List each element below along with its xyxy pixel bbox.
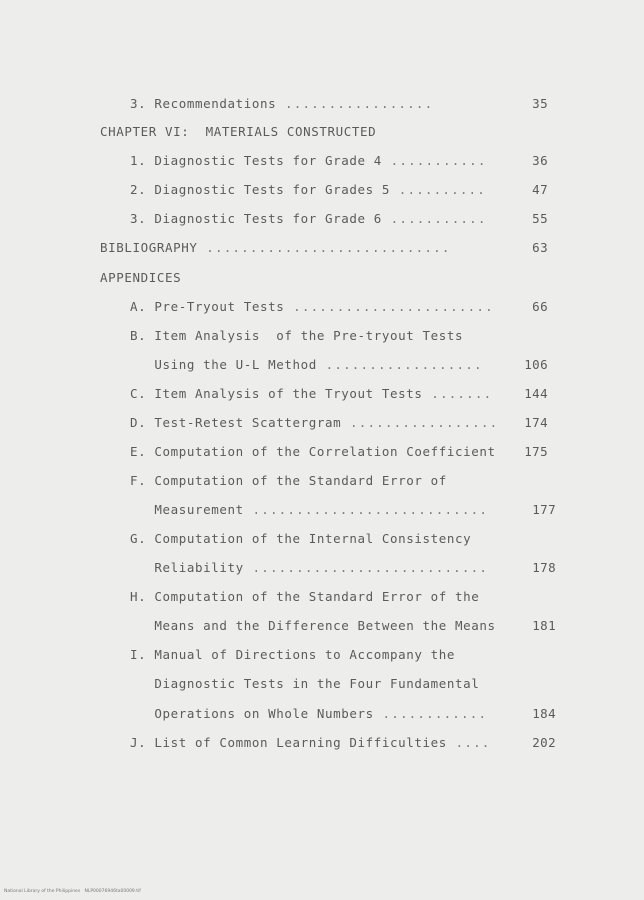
- entry-text: BIBLIOGRAPHY: [100, 240, 198, 255]
- chapter-heading: CHAPTER VI: MATERIALS CONSTRUCTED: [100, 124, 377, 139]
- toc-entry-appendix-b: B. Item Analysis of the Pre-tryout Tests: [130, 328, 464, 343]
- dot-leader: ...........: [381, 211, 487, 226]
- page-number: 47: [532, 182, 548, 197]
- page-number: 106: [524, 357, 548, 372]
- toc-entry-appendix-a: [130, 299, 494, 315]
- entry-text: 1. Diagnostic Tests for Grade 4: [130, 153, 382, 168]
- toc-entry-recommendations: [130, 96, 433, 112]
- toc-entry-appendix-c: [130, 386, 492, 402]
- toc-entry-grade6: [130, 211, 487, 227]
- entry-text: Using the U-L Method: [130, 357, 317, 372]
- dot-leader: ............................: [197, 240, 451, 255]
- entry-text: C. Item Analysis of the Tryout Tests: [130, 386, 423, 401]
- dot-leader: ..................: [316, 357, 483, 372]
- page-number: 175: [524, 444, 548, 459]
- dot-leader: ............: [373, 706, 488, 721]
- dot-leader: ...........................: [243, 502, 489, 517]
- entry-text: Reliability: [130, 560, 244, 575]
- toc-entry-appendix-h-cont: Means and the Difference Between the Means: [130, 618, 496, 633]
- dot-leader: ..........: [390, 182, 487, 197]
- toc-entry-appendix-e: E. Computation of the Correlation Coefficient: [130, 444, 496, 459]
- toc-entry-grade4: [130, 153, 487, 169]
- toc-entry-appendix-g: G. Computation of the Internal Consistency: [130, 531, 472, 546]
- entry-text: 2. Diagnostic Tests for Grades 5: [130, 182, 391, 197]
- page-number: 66: [532, 299, 548, 314]
- toc-entry-appendix-f-cont: [130, 502, 488, 518]
- dot-leader: .......................: [284, 299, 494, 314]
- dot-leader: ...........: [381, 153, 487, 168]
- entry-text: J. List of Common Learning Difficulties: [130, 735, 447, 750]
- toc-entry-appendix-d: [130, 415, 498, 431]
- entry-text: 3. Recommendations: [130, 96, 277, 111]
- page-number: 181: [532, 618, 556, 633]
- toc-entry-grade5: [130, 182, 486, 198]
- page-number: 178: [532, 560, 556, 575]
- toc-entry-appendix-i: I. Manual of Directions to Accompany the: [130, 647, 456, 662]
- page-number: 177: [532, 502, 556, 517]
- entry-text: Measurement: [130, 502, 244, 517]
- dot-leader: ....: [446, 735, 491, 750]
- toc-entry-bibliography: [100, 240, 451, 256]
- dot-leader: .......: [422, 386, 493, 401]
- entry-text: 3. Diagnostic Tests for Grade 6: [130, 211, 382, 226]
- page-number: 35: [532, 96, 548, 111]
- toc-entry-appendix-h: H. Computation of the Standard Error of the: [130, 589, 480, 604]
- page-number: 202: [532, 735, 556, 750]
- page-number: 174: [524, 415, 548, 430]
- dot-leader: ...........................: [243, 560, 489, 575]
- page-number: 55: [532, 211, 548, 226]
- entry-text: D. Test-Retest Scattergram: [130, 415, 342, 430]
- page-number: 36: [532, 153, 548, 168]
- entry-text: A. Pre-Tryout Tests: [130, 299, 285, 314]
- dot-leader: .................: [276, 96, 434, 111]
- toc-entry-appendix-j: [130, 735, 491, 751]
- toc-entry-appendix-b-cont: [130, 357, 483, 373]
- page-number: 63: [532, 240, 548, 255]
- toc-entry-appendix-i-cont2: [130, 706, 487, 722]
- scan-footer: National Library of the Philippines NLP00076946ta00009.tif: [4, 889, 141, 894]
- entry-text: Operations on Whole Numbers: [130, 706, 374, 721]
- page-number: 184: [532, 706, 556, 721]
- toc-entry-appendix-f: F. Computation of the Standard Error of: [130, 473, 447, 488]
- toc-entry-appendix-i-cont: Diagnostic Tests in the Four Fundamental: [130, 676, 480, 691]
- toc-entry-appendix-g-cont: [130, 560, 488, 576]
- page-number: 144: [524, 386, 548, 401]
- dot-leader: .................: [341, 415, 499, 430]
- appendices-heading: APPENDICES: [100, 270, 182, 285]
